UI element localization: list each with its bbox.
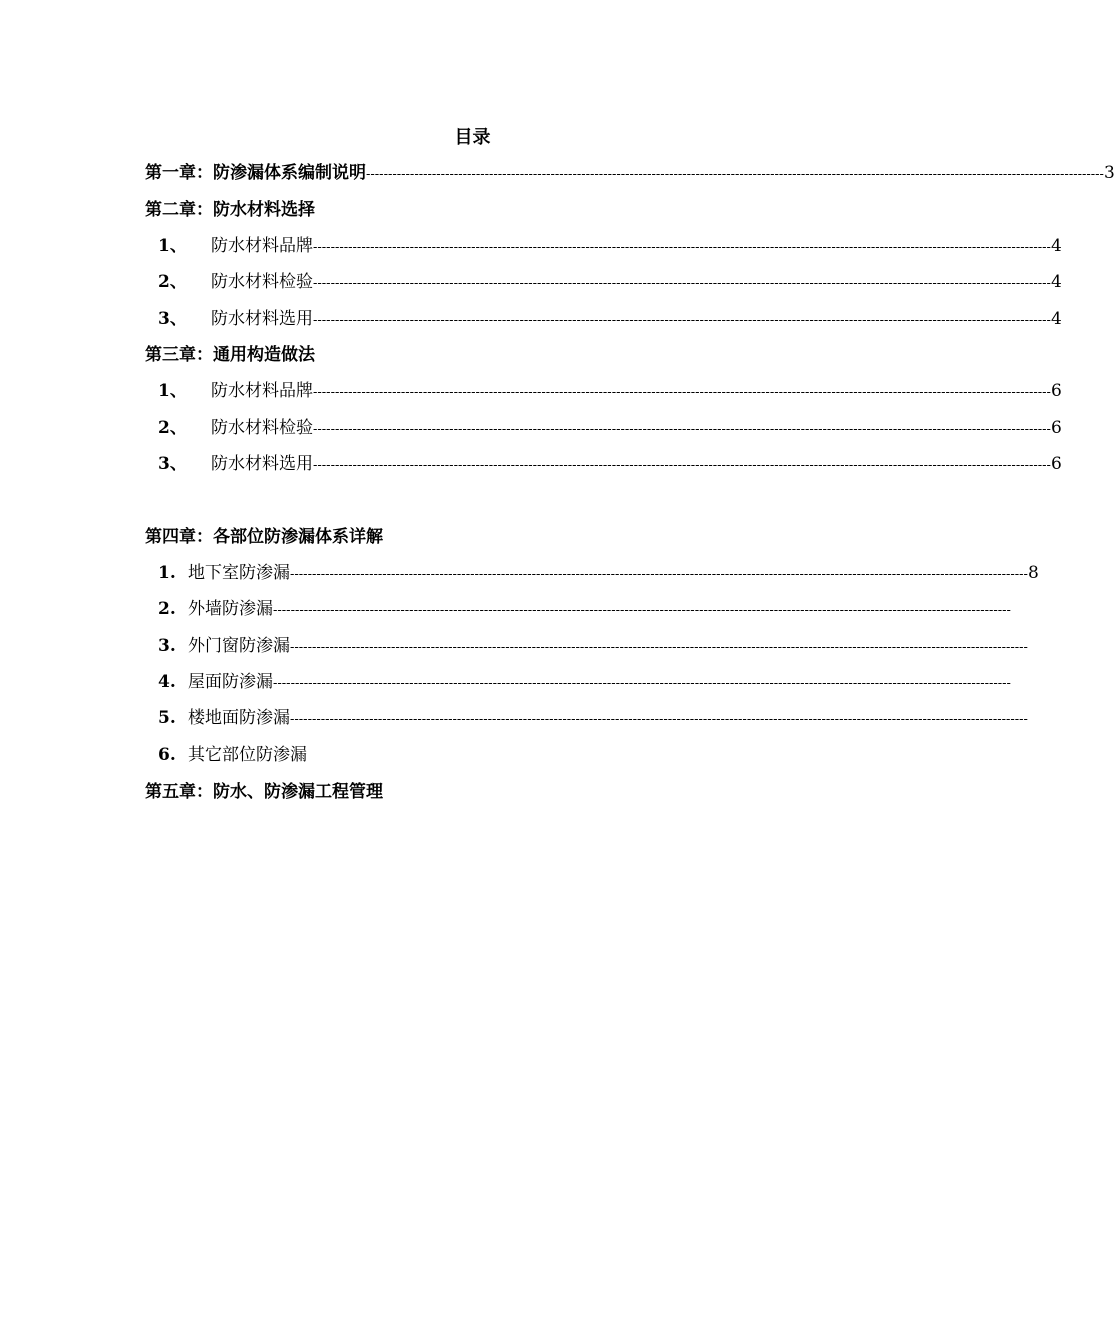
page-number: 6 [1050, 381, 1062, 401]
toc-entry-ch1[interactable] [145, 161, 1115, 185]
toc-entry-ch4-item5[interactable] [188, 706, 1028, 730]
toc-entry-ch4-item3[interactable] [188, 634, 1028, 658]
leader-dots: ------------------------------------------------------------------------------------------------------------------------------------------------------------------------ [273, 676, 1011, 691]
toc-entry-ch2-item1[interactable] [211, 234, 1062, 258]
item-number: 2. [158, 599, 176, 619]
leader-dots: ------------------------------------------------------------------------------------------------------------------------------------------------------------------------ [313, 313, 1051, 328]
item-label: 防水材料品牌 [211, 381, 313, 401]
item-label: 防水材料检验 [211, 418, 313, 438]
toc-entry-ch4-item6[interactable] [188, 743, 588, 767]
item-number: 5. [158, 708, 176, 728]
item-label: 屋面防渗漏 [188, 672, 273, 692]
item-number: 4. [158, 672, 176, 692]
item-number: 1. [158, 563, 176, 583]
item-label: 楼地面防渗漏 [188, 708, 290, 728]
toc-entry-ch2-item3[interactable] [211, 307, 1062, 331]
page-number: 6 [1050, 454, 1062, 474]
item-number: 2、 [158, 272, 187, 292]
toc-entry-ch4-item2[interactable] [188, 597, 1011, 621]
toc-entry-ch5[interactable]: 第五章：防水、防渗漏工程管理 [145, 782, 383, 802]
page-number: 3 [1103, 163, 1115, 183]
toc-entry-ch4-item1[interactable] [188, 561, 1039, 585]
leader-dots: ------------------------------------------------------------------------------------------------------------------------------------------------------------------------ [313, 458, 1051, 473]
item-number: 1、 [158, 381, 187, 401]
leader-dots: ------------------------------------------------------------------------------------------------------------------------------------------------------------------------ [313, 385, 1051, 400]
toc-entry-ch2-item2[interactable] [211, 270, 1062, 294]
item-label: 防水材料检验 [211, 272, 313, 292]
item-number: 6. [158, 745, 176, 765]
item-number: 3、 [158, 454, 187, 474]
item-label: 外墙防渗漏 [188, 599, 273, 619]
item-number: 1、 [158, 236, 187, 256]
toc-entry-ch3-item2[interactable] [211, 416, 1062, 440]
page-number: 4 [1050, 309, 1062, 329]
leader-dots: ------------------------------------------------------------------------------------------------------------------------------------------------------------------------ [273, 603, 1011, 618]
toc-entry-ch3[interactable]: 第三章：通用构造做法 [145, 345, 315, 365]
page-number: 6 [1050, 418, 1062, 438]
item-label: 防水材料品牌 [211, 236, 313, 256]
leader-dots: ------------------------------------------------------------------------------------------------------------------------------------------------------------------------ [313, 422, 1051, 437]
leader-dots: ------------------------------------------------------------------------------------------------------------------------------------------------------------------------ [313, 240, 1051, 255]
toc-entry-ch3-item3[interactable] [211, 452, 1062, 476]
item-number: 3. [158, 636, 176, 656]
toc-entry-ch2[interactable]: 第二章：防水材料选择 [145, 200, 315, 220]
item-number: 2、 [158, 418, 187, 438]
toc-entry-ch4-item4[interactable] [188, 670, 1011, 694]
item-label: 防水材料选用 [211, 454, 313, 474]
toc-entry-ch4[interactable]: 第四章：各部位防渗漏体系详解 [145, 527, 383, 547]
item-number: 3、 [158, 309, 187, 329]
page-number: 4 [1050, 272, 1062, 292]
leader-dots: ------------------------------------------------------------------------------------------------------------------------------------------------------------------------ [290, 640, 1028, 655]
page-number: 8 [1027, 563, 1039, 583]
leader-dots: ------------------------------------------------------------------------------------------------------------------------------------------------------------------------ [313, 276, 1051, 291]
page-number: 4 [1050, 236, 1062, 256]
item-label: 地下室防渗漏 [188, 563, 290, 583]
toc-entry-ch3-item1[interactable] [211, 379, 1062, 403]
leader-dots: ------------------------------------------------------------------------------------------------------------------------------------------------------------------------ [366, 167, 1104, 182]
chapter-title: 第一章：防渗漏体系编制说明 [145, 163, 366, 183]
toc-title: 目录 [454, 127, 491, 148]
item-label: 外门窗防渗漏 [188, 636, 290, 656]
item-label: 其它部位防渗漏 [188, 745, 307, 765]
leader-dots: ------------------------------------------------------------------------------------------------------------------------------------------------------------------------ [290, 712, 1028, 727]
item-label: 防水材料选用 [211, 309, 313, 329]
leader-dots: ------------------------------------------------------------------------------------------------------------------------------------------------------------------------ [290, 567, 1028, 582]
